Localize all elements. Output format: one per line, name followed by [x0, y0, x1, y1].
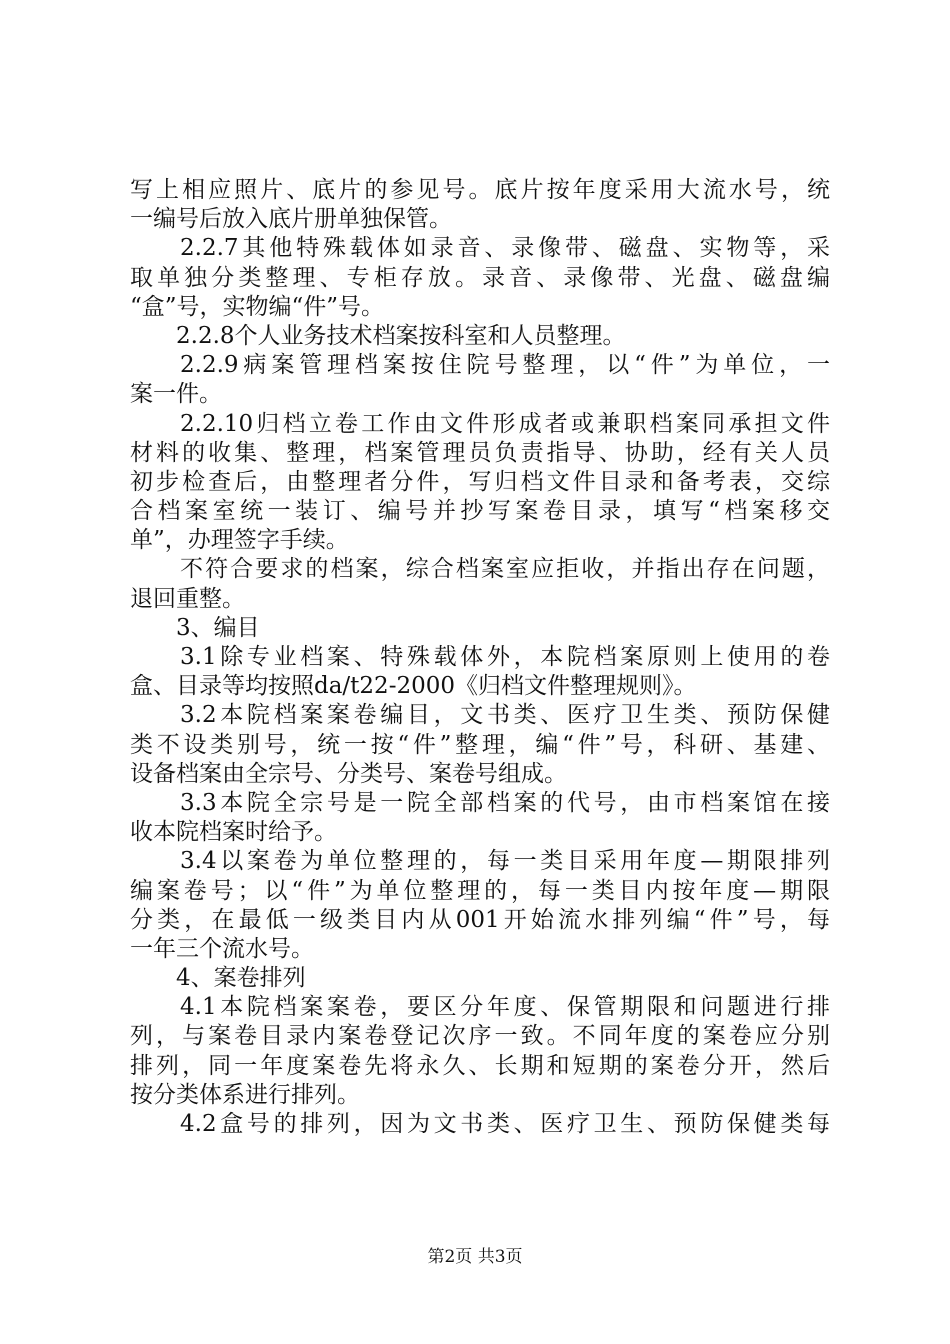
- text-line: 3.2本院档案案卷编目，文书类、医疗卫生类、预防保健: [180, 702, 830, 729]
- text-line: 3.1除专业档案、特殊载体外，本院档案原则上使用的卷: [180, 644, 830, 670]
- text-line: 一编号后放入底片册单独保管。: [130, 206, 452, 233]
- text-line: 列，与案卷目录内案卷登记次序一致。不同年度的案卷应分别: [130, 1023, 830, 1050]
- section-heading: 3、编目: [176, 614, 260, 641]
- text-line: 2.2.9病案管理档案按住院号整理，以“件”为单位，一: [180, 352, 830, 379]
- text-line: 收本院档案时给予。: [130, 819, 337, 846]
- page-footer: 第2页 共3页: [427, 1247, 523, 1267]
- text-line: 分类，在最低一级类目内从001开始流水排列编“件”号，每: [130, 906, 830, 933]
- text-line: 取单独分类整理、专柜存放。录音、录像带、光盘、磁盘编: [130, 264, 830, 291]
- document-body: [130, 176, 830, 1139]
- text-line: 案一件。: [130, 381, 222, 408]
- text-line: 排列，同一年度案卷先将永久、长期和短期的案卷分开，然后: [130, 1052, 830, 1079]
- text-line: 不符合要求的档案，综合档案室应拒收，并指出存在问题，: [180, 556, 830, 583]
- text-line: 编案卷号；以“件”为单位整理的，每一类目内按年度—期限: [130, 877, 830, 904]
- text-line: 2.2.8个人业务技术档案按科室和人员整理。: [176, 322, 626, 349]
- text-line: 初步检查后，由整理者分件，写归档文件目录和备考表，交综: [130, 468, 830, 495]
- text-line: 材料的收集、整理，档案管理员负责指导、协助，经有关人员: [130, 439, 830, 466]
- text-line: 4.1本院档案案卷，要区分年度、保管期限和问题进行排: [180, 994, 830, 1021]
- text-line: 一年三个流水号。: [130, 935, 314, 962]
- text-line: 写上相应照片、底片的参见号。底片按年度采用大流水号，统: [130, 177, 830, 203]
- text-line: 合档案室统一装订、编号并抄写案卷目录，填写“档案移交: [130, 498, 830, 525]
- section-heading: 4、案卷排列: [176, 965, 306, 992]
- text-line: 按分类体系进行排列。: [130, 1081, 360, 1108]
- text-line: 设备档案由全宗号、分类号、案卷号组成。: [130, 760, 567, 787]
- text-line: 3.4以案卷为单位整理的，每一类目采用年度—期限排列: [180, 848, 830, 875]
- text-line: 2.2.10归档立卷工作由文件形成者或兼职档案同承担文件: [180, 410, 830, 437]
- text-line: 3.3本院全宗号是一院全部档案的代号，由市档案馆在接: [180, 789, 830, 816]
- text-line: 4.2盒号的排列，因为文书类、医疗卫生、预防保健类每: [180, 1111, 830, 1137]
- text-line: 类不设类别号，统一按“件”整理，编“件”号，科研、基建、: [130, 731, 830, 758]
- text-line: “盒”号，实物编“件”号。: [130, 293, 385, 320]
- text-line: 单”，办理签字手续。: [130, 527, 349, 554]
- text-line: 2.2.7其他特殊载体如录音、录像带、磁盘、实物等，采: [180, 235, 830, 262]
- text-line: 盒、目录等均按照da/t22-2000《归档文件整理规则》。: [130, 673, 697, 700]
- text-line: 退回重整。: [130, 585, 245, 612]
